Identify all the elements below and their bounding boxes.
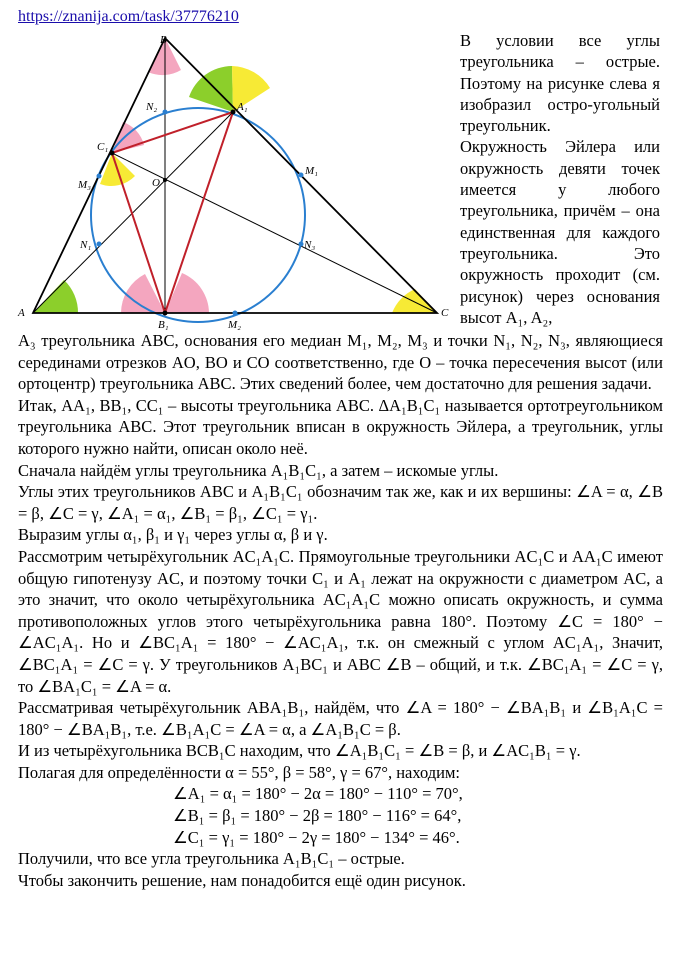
paragraph: Получили, что все угла треугольника A₁B₁C₁ – острые.	[18, 849, 405, 869]
equation: ∠B₁ = β₁ = 180° − 2β = 180° − 116° = 64°,	[173, 806, 462, 826]
paragraph: Полагая для определённости α = 55°, β = 58°, γ = 67°, находим:	[18, 762, 461, 782]
side-paragraph-1: В условии все углы треугольника – острые. Поэтому на рисунке слева я изобразил остро-угольный треугольник.	[460, 31, 660, 136]
point-M2	[233, 311, 238, 316]
label-O: O	[152, 177, 160, 189]
label-N1: N₁	[80, 239, 92, 251]
point-N2	[163, 110, 168, 115]
source-link[interactable]: https://znanija.com/task/37776210	[18, 8, 239, 25]
paragraph: Рассматривая четырёхугольник ABA₁B₁, найдём, что ∠A = 180° − ∠BA₁B₁ и ∠B₁A₁C = 180° − ∠BA₁B₁, т.е. ∠B₁A₁C = ∠A = α, а ∠A₁B₁C = β.	[18, 698, 663, 739]
paragraph: Углы этих треугольников ABC и A₁B₁C₁ обозначим так же, как и их вершины: ∠A = α, ∠B = β, ∠C = γ, ∠A₁ = α₁, ∠B₁ = β₁, ∠C₁ = γ₁.	[18, 482, 663, 523]
equation: ∠A₁ = α₁ = 180° − 2α = 180° − 110° = 70°,	[173, 784, 463, 804]
side-paragraph-2: Окружность Эйлера или окружность девяти точек имеется у любого треугольника, причём – она единственная для каждого треугольника. Это окружность проходит (см. рисунок) через основания высот A₁, A₂,	[460, 137, 660, 327]
point-O	[163, 178, 167, 182]
paragraph: Рассмотрим четырёхугольник AC₁A₁C. Прямоугольные треугольники AC₁C и AA₁C имеют общую гипотенузу AC, и поэтому точки C₁ и A₁ лежат на окружности с диаметром AC, а это значит, что около четырёхугольника AC₁A₁C можно описать окружность, и сумма противоположных углов этого четырёхугольника равна 180°. Поэтому ∠C = 180° − ∠AC₁A₁. Но и ∠BC₁A₁ = 180° − ∠AC₁A₁, т.к. он смежный с углом AC₁A₁, Значит, ∠BC₁A₁ = ∠C = γ. У треугольников A₁BC₁ и ABC ∠B – общий, и т.к. ∠BC₁A₁ = ∠C = γ, то ∠BA₁C₁ = ∠A = α.	[18, 546, 663, 696]
point-M3	[97, 174, 102, 179]
paragraph: Итак, AA₁, BB₁, CC₁ – высоты треугольника ABC. ΔA₁B₁C₁ называется ортотреугольником треугольника ABC. Этот треугольник вписан в окружность Эйлера, а треугольник, углы которого нужно найти, описан около неё.	[18, 395, 663, 458]
label-N2: N₂	[146, 101, 158, 113]
label-A1: A₁	[237, 101, 248, 113]
label-A: A	[18, 307, 25, 319]
triangle-figure	[0, 0, 460, 330]
main-text	[18, 330, 663, 891]
label-N3: N₃	[304, 239, 316, 251]
point-M1	[299, 173, 304, 178]
label-C: C	[441, 307, 449, 319]
paragraph: Сначала найдём углы треугольника A₁B₁C₁, а затем – искомые углы.	[18, 460, 499, 480]
label-M2: M₂	[228, 319, 241, 330]
paragraph: Чтобы закончить решение, нам понадобится ещё один рисунок.	[18, 870, 466, 890]
angle-A1-left-sector	[189, 66, 233, 112]
paragraph: И из четырёхугольника BCB₁C находим, что ∠A₁B₁C₁ = ∠B = β, и ∠AC₁B₁ = γ.	[18, 741, 581, 761]
label-B1: B₁	[158, 319, 169, 330]
point-C1	[110, 151, 115, 156]
label-C1: C₁	[97, 141, 109, 153]
side-text	[460, 30, 660, 328]
point-N3	[299, 242, 304, 247]
point-N1	[97, 242, 102, 247]
point-B1	[163, 311, 168, 316]
label-M3: M₃	[78, 179, 91, 191]
equation: ∠C₁ = γ₁ = 180° − 2γ = 180° − 134° = 46°.	[173, 827, 460, 847]
label-B: B	[160, 34, 167, 46]
point-A1	[231, 110, 236, 115]
label-M1: M₁	[305, 165, 318, 177]
paragraph: Выразим углы α₁, β₁ и γ₁ через углы α, β и γ.	[18, 525, 328, 545]
angle-A-sector	[33, 280, 78, 313]
paragraph: A₃ треугольника ABC, основания его медиан M₁, M₂, M₃ и точки N₁, N₂, N₃, являющиеся серединами отрезков AO, BO и CO соответственно, где O – точка пересечения высот (или ортоцентр) треугольника ABC. Этих сведений более, чем достаточно для решения задачи.	[18, 331, 663, 394]
